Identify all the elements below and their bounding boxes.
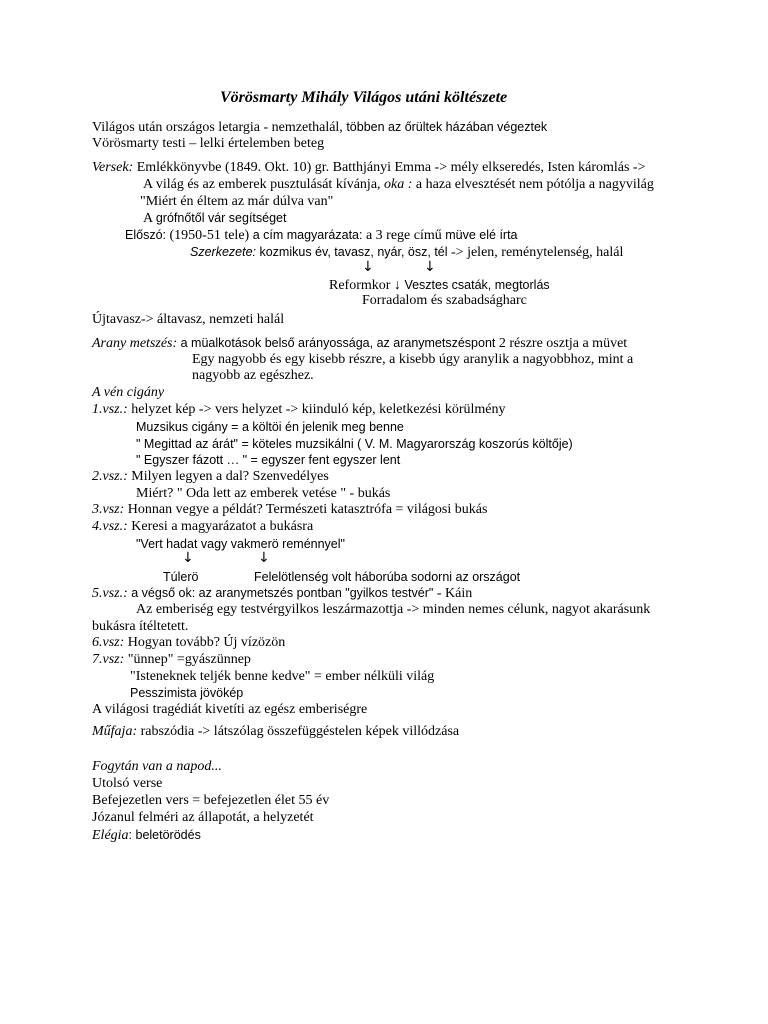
fogytan-line-2: Befejezetlen vers = befejezetlen élet 55 év bbox=[92, 793, 330, 808]
section-heading: A vén cigány bbox=[92, 385, 165, 400]
arany-line-3: nagyobb az egészhez. bbox=[192, 368, 314, 383]
vsz-5-line-2: Az emberiség egy testvérgyilkos leszármazottja -> minden nemes célunk, nagyot akarásunk bbox=[136, 602, 651, 617]
arany-line-2: Egy nagyobb és egy kisebb részre, a kisebb úgy aranylik a nagyobbhoz, mint a bbox=[192, 352, 634, 367]
fogytan-line-3: Józanul felméri az állapotát, a helyzetét bbox=[92, 810, 314, 825]
versek-line: Versek: Emlékkönyvbe (1849. Okt. 10) gr. Batthjányi Emma -> mély elkseredés, Isten káromlás -> bbox=[92, 160, 646, 175]
intro-line-1: Világos után országos letargia - nemzethalál, többen az őrültek házában végeztek bbox=[92, 120, 548, 135]
vsz-2-line-2: Miért? " Oda lett az emberek vetése " - bukás bbox=[136, 486, 391, 501]
vsz-1: 1.vsz.: helyzet kép -> vers helyzet -> kiinduló kép, keletkezési körülmény bbox=[92, 402, 506, 417]
eloszo-line: Előszó: (1950-51 tele) a cím magyarázata: a 3 rege című müve elé írta bbox=[125, 228, 518, 243]
section-heading: Fogytán van a napod... bbox=[92, 759, 222, 774]
down-arrow-icon: ↓ bbox=[362, 259, 374, 275]
vsz-5-line-3: bukásra ítéltetett. bbox=[92, 619, 189, 634]
versek-line-4: A grófnőtől vár segítséget bbox=[143, 211, 287, 226]
vsz-7-line-2: "Isteneknek teljék benne kedve" = ember nélküli világ bbox=[130, 669, 435, 684]
forradalom-line: Forradalom és szabadságharc bbox=[362, 293, 527, 308]
vsz-4-cause-2: Felelötlenség volt háborúba sodorni az országot bbox=[254, 570, 521, 584]
vsz-6: 6.vsz: Hogyan tovább? Új vízözön bbox=[92, 635, 286, 650]
ujtavasz-line: Újtavasz-> áltavasz, nemzeti halál bbox=[92, 312, 285, 327]
vsz-4-cause-1: Túlerö bbox=[163, 570, 199, 584]
fogytan-line-1: Utolsó verse bbox=[92, 776, 163, 791]
versek-quote: "Miért én éltem az már dúlva van" bbox=[140, 194, 334, 209]
mufaja-line: Műfaja: rabszódia -> látszólag összefüggéstelen képek villódzása bbox=[92, 724, 460, 739]
down-arrow-icon: ↓ bbox=[424, 259, 436, 275]
intro-line-2: Vörösmarty testi – lelki értelemben beteg bbox=[92, 136, 325, 151]
vsz-1-line-3: " Megittad az árát" = köteles muzsikálni ( V. M. Magyarország koszorús költője) bbox=[136, 437, 573, 451]
page-title: Vörösmarty Mihály Világos utáni költészete bbox=[220, 89, 508, 106]
vsz-3: 3.vsz: Honnan vegye a példát? Természeti katasztrófa = világosi bukás bbox=[92, 502, 488, 517]
down-arrow-icon: ↓ bbox=[182, 550, 194, 566]
down-arrow-icon: ↓ bbox=[258, 550, 270, 566]
conclusion-line: A világosi tragédiát kivetíti az egész emberiségre bbox=[92, 702, 368, 717]
vsz-1-line-2: Muzsikus cigány = a költöi én jelenik meg benne bbox=[136, 420, 404, 434]
vsz-2: 2.vsz.: Milyen legyen a dal? Szenvedélyes bbox=[92, 469, 329, 484]
versek-line-2: A világ és az emberek pusztulását kívánja, oka : a haza elvesztését nem pótólja a nagyvilág bbox=[143, 177, 654, 192]
vsz-7-line-3: Pesszimista jövökép bbox=[130, 686, 244, 700]
szerkezete-line: Szerkezete: kozmikus év, tavasz, nyár, ösz, tél -> jelen, reménytelenség, halál bbox=[190, 245, 624, 260]
vsz-1-line-4: " Egyszer fázott … " = egyszer fent egyszer lent bbox=[136, 453, 401, 467]
vsz-7: 7.vsz: "ünnep" =gyászünnep bbox=[92, 652, 251, 667]
reformkor-line: Reformkor ↓ Vesztes csaták, megtorlás bbox=[329, 278, 550, 293]
vsz-4: 4.vsz.: Keresi a magyarázatot a bukásra bbox=[92, 519, 314, 534]
vsz-4-quote: "Vert hadat vagy vakmerö reménnyel" bbox=[136, 537, 345, 551]
vsz-5: 5.vsz.: a végső ok: az aranymetszés pontban "gyilkos testvér" - Káin bbox=[92, 586, 473, 601]
elegia-line: Elégia: beletörödés bbox=[92, 828, 201, 843]
arany-line-1: Arany metszés: a müalkotások belső arányossága, az aranymetszéspont 2 részre osztja a müvet bbox=[92, 336, 628, 351]
